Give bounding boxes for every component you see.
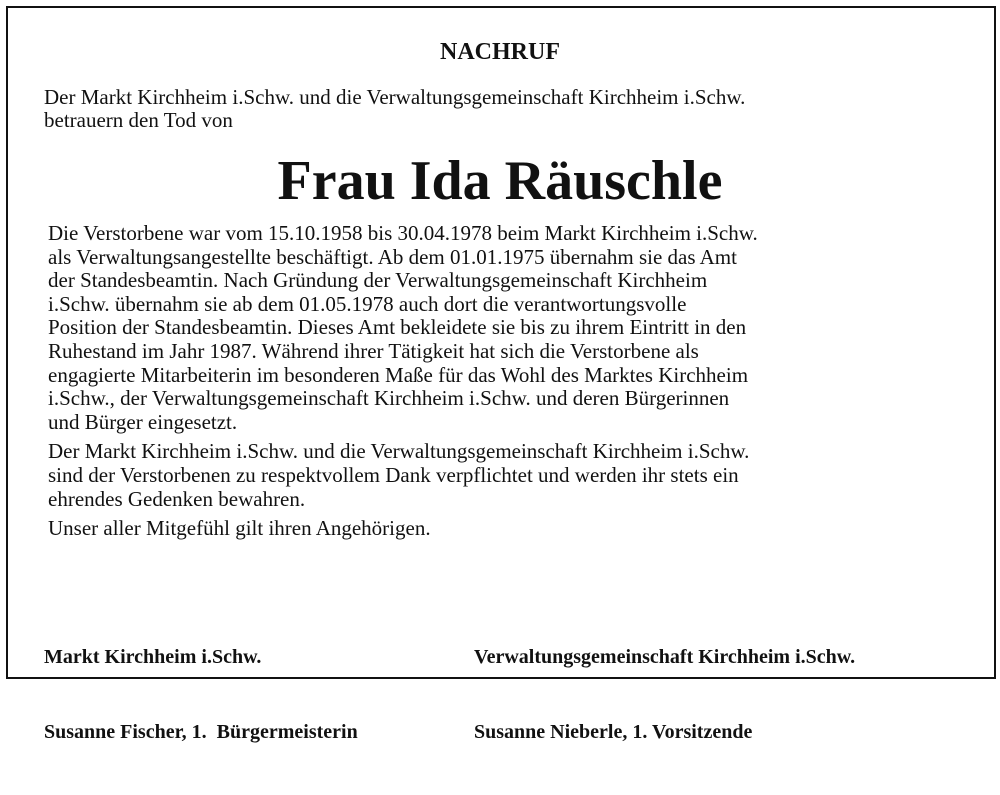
signature-person: Susanne Fischer, 1. Bürgermeisterin [44, 721, 358, 743]
body-line: Der Markt Kirchheim i.Schw. und die Verwaltungsgemeinschaft Kirchheim i.Schw. [48, 439, 750, 464]
body-paragraph-closing [48, 517, 968, 541]
body-line: ehrendes Gedenken bewahren. [48, 486, 306, 511]
signature-org: Verwaltungsgemeinschaft Kirchheim i.Schw. [474, 646, 856, 668]
body-line: und Bürger eingesetzt. [48, 409, 238, 434]
body-line: Position der Standesbeamtin. Dieses Amt bekleidete sie bis zu ihrem Eintritt in den [48, 315, 747, 340]
signature-person: Susanne Nieberle, 1. Vorsitzende [474, 721, 753, 743]
signature-org: Markt Kirchheim i.Schw. [44, 646, 262, 668]
body-line: i.Schw. übernahm sie ab dem 01.05.1978 auch dort die verantwortungsvolle [48, 291, 687, 316]
body-line: Die Verstorbene war vom 15.10.1958 bis 30.04.1978 beim Markt Kirchheim i.Schw. [48, 221, 758, 245]
body-line: engagierte Mitarbeiterin im besonderen Maße für das Wohl des Marktes Kirchheim [48, 362, 749, 387]
signature-left [44, 595, 358, 795]
intro-text [44, 86, 964, 132]
body-line: Ruhestand im Jahr 1987. Während ihrer Tätigkeit hat sich die Verstorbene als [48, 338, 699, 363]
body-line: i.Schw., der Verwaltungsgemeinschaft Kirchheim i.Schw. und deren Bürgerinnen [48, 386, 730, 411]
closing-line: Unser aller Mitgefühl gilt ihren Angehörigen. [48, 516, 431, 541]
intro-line: betrauern den Tod von [44, 108, 233, 132]
body-line: sind der Verstorbenen zu respektvollem Dank verpflichtet und werden ihr stets ein [48, 462, 739, 487]
signature-right [474, 595, 855, 795]
intro-line: Der Markt Kirchheim i.Schw. und die Verwaltungsgemeinschaft Kirchheim i.Schw. [44, 85, 746, 109]
body-paragraph-gratitude [48, 440, 968, 511]
body-line: als Verwaltungsangestellte beschäftigt. Ab dem 01.01.1975 übernahm sie das Amt [48, 244, 737, 269]
deceased-name: Frau Ida Räuschle [277, 150, 723, 212]
obituary-body [48, 222, 968, 547]
body-line: der Standesbeamtin. Nach Gründung der Verwaltungsgemeinschaft Kirchheim [48, 268, 708, 293]
body-paragraph-career [48, 222, 968, 434]
notice-heading: NACHRUF [440, 39, 560, 65]
